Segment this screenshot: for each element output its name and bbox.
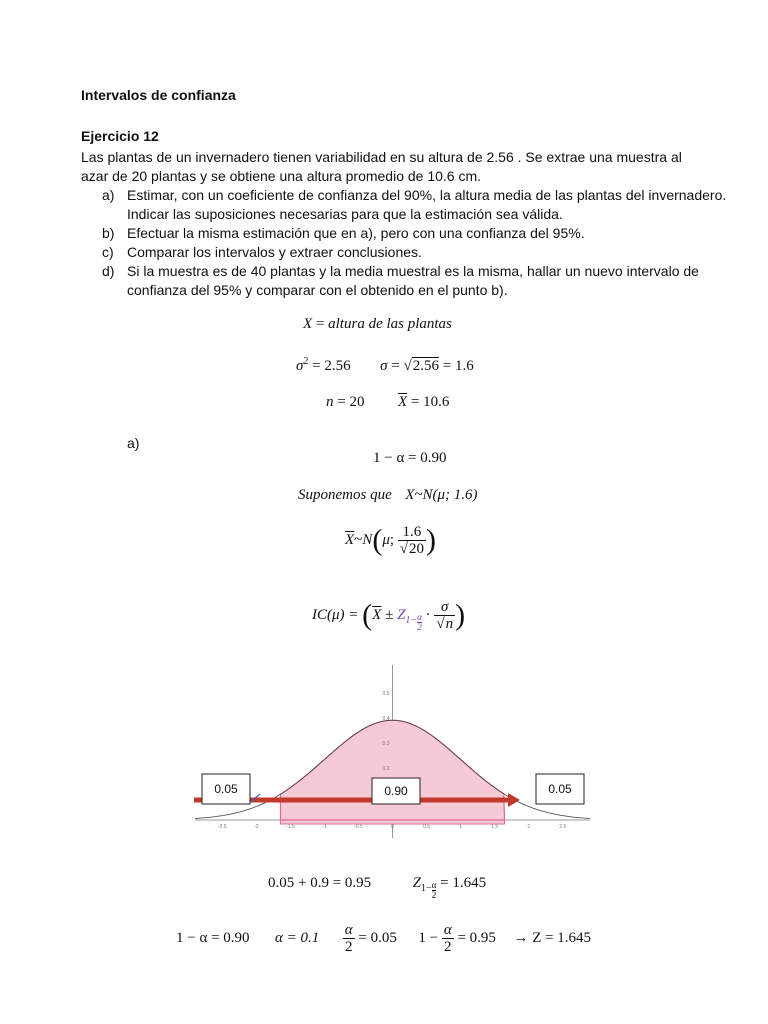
item-line: Efectuar la misma estimación que en a), pero con una confianza del 95%. [127, 225, 585, 241]
exercise-item-a [81, 186, 727, 224]
normal-distribution-chart [190, 660, 595, 840]
x-tick-label: 2.5 [559, 824, 567, 830]
x-tick-label: 1 [459, 824, 462, 830]
item-label: c) [102, 244, 114, 260]
page-title: Intervalos de confianza [81, 87, 236, 103]
right-tail-label: 0.05 [548, 782, 572, 796]
center-area-label: 0.90 [384, 784, 408, 798]
cumulative-arrowhead [508, 793, 520, 807]
assumption-equation: Suponemos que X~N(μ; 1.6) [298, 487, 478, 503]
x-tick-label: -1.5 [286, 824, 295, 830]
exercise-heading: Ejercicio 12 [81, 128, 159, 144]
x-tick-label: 1.5 [491, 824, 499, 830]
shaded-area [280, 720, 504, 820]
alpha-computation: 1 − α = 0.90 α = 0.1 $\frac{\alpha}{2}$ = 0.05 1 − $\frac{\alpha}{2}$ = 0.95 → Z = 1.645 [176, 922, 592, 955]
x-tick-label: 0.5 [423, 824, 431, 830]
x-tick-label: -0.5 [354, 824, 363, 830]
left-tail-label: 0.05 [214, 782, 238, 796]
confidence-equation: 1 − α = 0.90 [373, 450, 447, 466]
sample-equation: n = 20 $\overline{X} = 10.6$ [326, 394, 450, 410]
item-label: a) [102, 187, 115, 203]
exercise-items [81, 186, 727, 300]
x-tick-label: 2 [527, 824, 531, 830]
x-tick-label: -1 [322, 824, 327, 830]
sigma-equation: $\sigma^2 = 2.56$ σ = √2.56 = 1.6 [296, 356, 474, 374]
sample-mean-distribution: $\overline{X}\sim N(\mu$; $\frac{1.6}{√20}$ ) [345, 523, 436, 557]
tail-annotations [194, 774, 584, 807]
exercise-item-d [81, 262, 707, 300]
sum-equation: 0.05 + 0.9 = 0.95 $Z_{1- \frac{\alpha}{2}}$ = 1.645 [268, 875, 487, 900]
item-line: Estimar, con un coeficiente de confianza del 90%, la altura media de las plantas del invernadero. [127, 187, 727, 203]
x-tick-label: -2.5 [217, 824, 227, 830]
exercise-item-c [81, 243, 707, 262]
confidence-interval-formula: $IC(\mu) = (\overline{X} \pm Z_{1- \frac{\alpha}{2}}$ · $\frac{\sigma}{√n}$ ) [312, 598, 466, 632]
exercise-statement [81, 148, 707, 186]
item-line: Comparar los intervalos y extraer conclusiones. [127, 244, 422, 260]
y-tick-label: 0.4 [382, 716, 390, 722]
item-line: Indicar las suposiciones necesarias para que la estimación sea válida. [127, 206, 563, 222]
y-tick-label: 0.5 [382, 691, 390, 697]
statement-line: Las plantas de un invernadero tienen variabilidad en su altura de 2.56 . Se extrae una muestra al [81, 149, 682, 165]
item-label: b) [102, 225, 115, 241]
item-line: Si la muestra es de 40 plantas y la media muestral es la misma, hallar un nuevo intervalo de [127, 263, 699, 279]
x-tick-label: 0 [391, 824, 394, 830]
variable-definition: X = altura de las plantas [303, 316, 452, 332]
statement-line: azar de 20 plantas y se obtiene una altura promedio de 10.6 cm. [81, 168, 482, 184]
item-line: confianza del 95% y comparar con el obtenido en el punto b). [127, 282, 508, 298]
item-label: d) [102, 263, 115, 279]
y-tick-label: 0.3 [382, 741, 390, 747]
exercise-item-b [81, 224, 707, 243]
y-tick-label: 0.2 [382, 766, 390, 772]
x-tick-labels [218, 824, 567, 830]
part-a-label: a) [127, 435, 140, 451]
x-tick-label: -2 [254, 824, 259, 830]
